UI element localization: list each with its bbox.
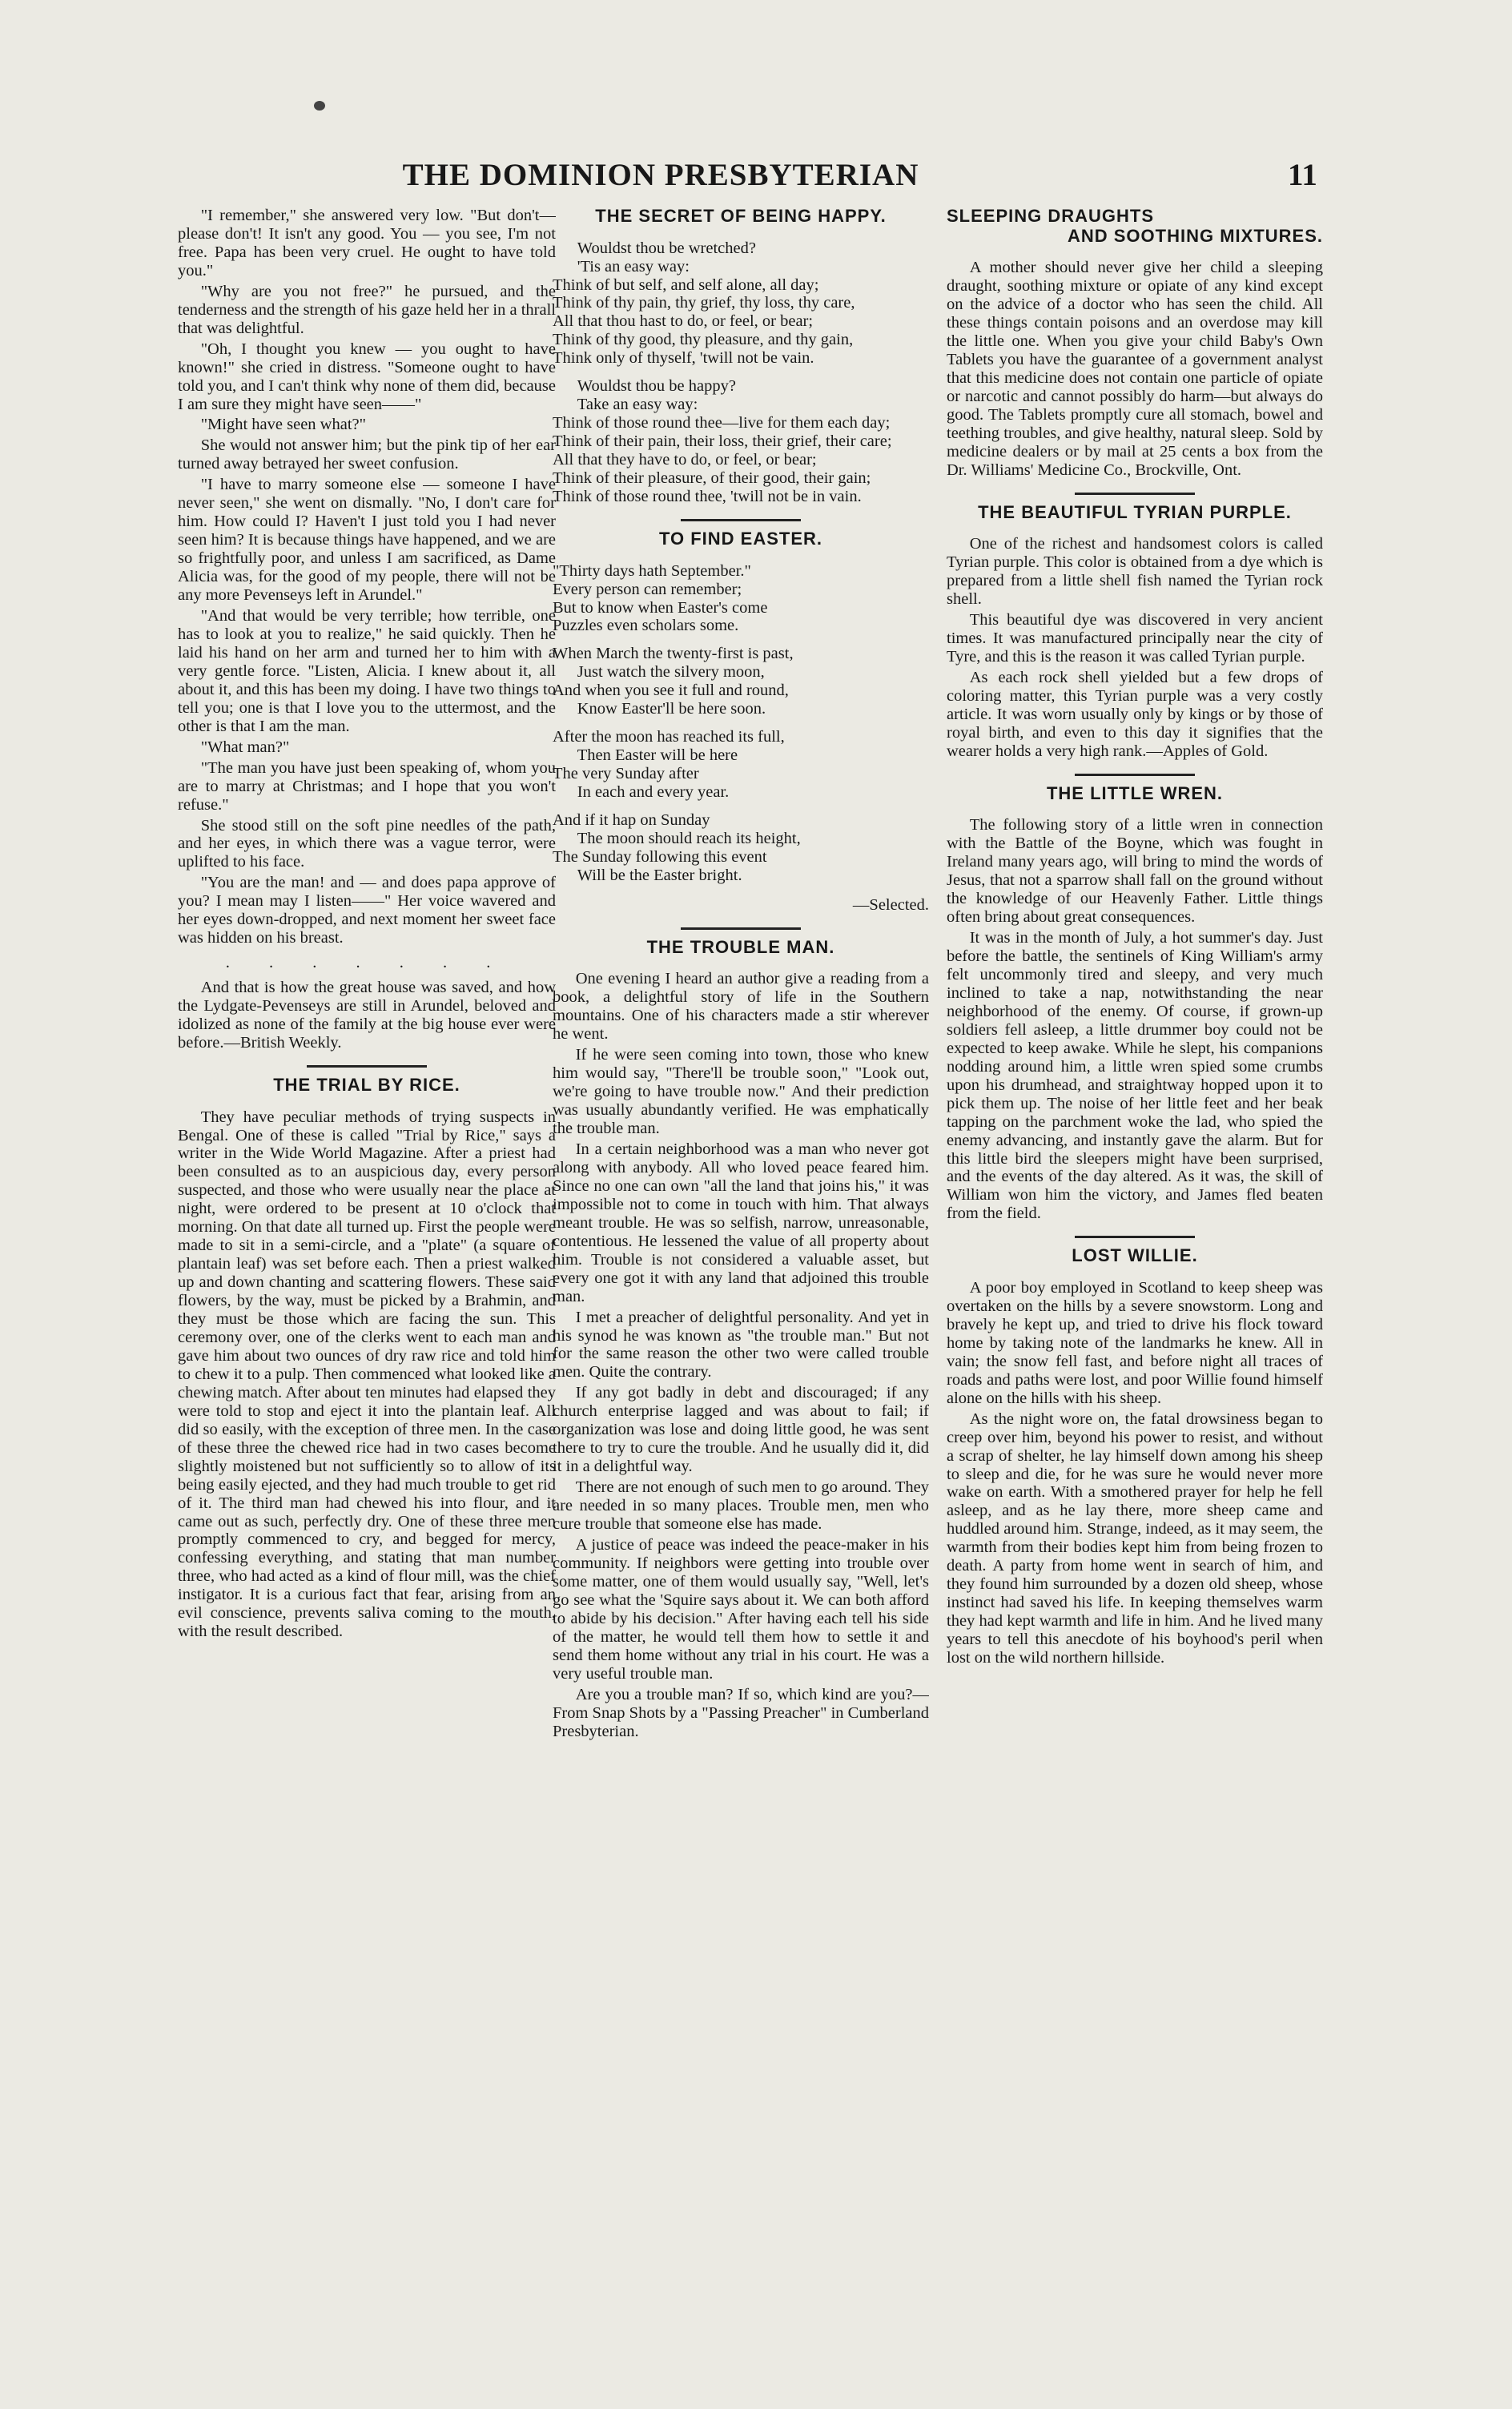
story-paragraph: "I have to marry someone else — someone I have never seen," she went on dismally. "No, I don't care for him. How could I? Haven't I just told you I had never seen him? It is because things have happened, and we are so frightfully poor, and unless I am sacrificed, as Dame Alicia was, for the good of my people, there will not be any more Pevenseys left in Arundel." — [178, 476, 556, 605]
poem-line — [553, 368, 929, 377]
story-paragraph: "The man you have just been speaking of, whom you are to marry at Christmas; and I hope that you won't refuse." — [178, 758, 556, 814]
poem-line: And when you see it full and round, — [553, 682, 789, 700]
article-paragraph: As each rock shell yielded but a few drops of coloring matter, this Tyrian purple was a very costly article. It was worn usually only by kings or by those of royal birth, and even to this day it signifies that the wearer holds a very high rank.—Apples of Gold. — [947, 668, 1323, 760]
article-paragraph: The following story of a little wren in connection with the Battle of the Boyne, which was fought in Ireland many years ago, will bring to mind the words of Jesus, that not a sparrow shall fall on the ground without the knowledge of our Heavenly Father. Little things often bring about great consequences. — [947, 816, 1323, 927]
poem-line: 'Tis an easy way: — [577, 257, 690, 275]
poem-line: All that thou hast to do, or feel, or bear; — [553, 312, 814, 331]
poem-line — [553, 802, 929, 811]
article-paragraph: One of the richest and handsomest colors is called Tyrian purple. This color is obtained from a dye which is prepared from a little shell fish named the Tyrian rock shell. — [947, 535, 1323, 609]
poem-line: Will be the Easter bright. — [577, 866, 742, 884]
article-paragraph: I met a preacher of delightful personality. And yet in his synod he was known as "the trouble man." But not for the same reason the other two were called trouble men. Quite the contrary. — [553, 1308, 929, 1381]
poem-line: Puzzles even scholars some. — [553, 617, 739, 635]
story-paragraph: She would not answer him; but the pink tip of her ear turned away betrayed her sweet confusion. — [178, 436, 556, 473]
divider-rule — [681, 519, 801, 521]
poem-line: Take an easy way: — [577, 396, 698, 414]
article-title-trouble-man: THE TROUBLE MAN. — [646, 936, 835, 957]
poem-line: And if it hap on Sunday — [553, 811, 710, 830]
poem-line — [553, 635, 929, 645]
article-paragraph: A justice of peace was indeed the peace-maker in his community. If neighbors were getting into trouble over some matter, one of them would usually say, "Well, let's go see what the 'Squire says about it. We can both afford to abide by his decision." After having each tell his side of the matter, he would tell them how to settle it and send them home without any trial in his court. He was a very useful trouble man. — [553, 1536, 929, 1683]
poem-line: Think only of thyself, 'twill not be vain. — [553, 349, 814, 368]
section-break-dots: . . . . . . . — [225, 954, 509, 972]
article-title-soothing-mixtures: AND SOOTHING MIXTURES. — [1067, 225, 1323, 246]
poem-line: Think of those round thee, 'twill not be in vain. — [553, 488, 862, 506]
story-paragraph: "And that would be very terrible; how terrible, one has to look at you to realize," he said quickly. Then he laid his hand on her arm and turned her to him with a very gentle force. "Listen, Alicia. I knew about it, all about it, and this has been my doing. I have two things to tell you; one is that I love you to the uttermost, and the other is that I am the man. — [178, 607, 556, 735]
poem-line: Know Easter'll be here soon. — [577, 700, 766, 718]
poem-line: But to know when Easter's come — [553, 598, 768, 617]
poem-line: Think of those round thee—live for them each day; — [553, 414, 891, 432]
poem-line: The Sunday following this event — [553, 847, 767, 866]
poem-to-find-easter — [553, 562, 929, 885]
poem-line: When March the twenty-first is past, — [553, 645, 794, 663]
story-ending: And that is how the great house was saved, and how the Lydgate-Pevenseys are still in Arundel, beloved and idolized as none of the family at the big house ever were before.—British Weekly. — [178, 979, 556, 1052]
article-title-to-find-easter: TO FIND EASTER. — [658, 528, 823, 549]
column-right — [947, 207, 1323, 2257]
page-number: 11 — [1288, 158, 1317, 192]
poem-line: The very Sunday after — [553, 765, 699, 783]
masthead-title: THE DOMINION PRESBYTERIAN — [402, 158, 919, 192]
article-paragraph: In a certain neighborhood was a man who never got along with anybody. All who loved peace feared him. Since no one can own "all the land that joins his," it was impossible not to come in touch with him. That always meant trouble. He was so selfish, narrow, unreasonable, contentious. He lessened the value of all property about him. Trouble is not considered a valuable asset, but every one got it with any land that adjoined this trouble man. — [553, 1140, 929, 1305]
story-paragraph: "You are the man! and — and does papa approve of you? I mean may I listen——" Her voice wavered and her eyes down-dropped, and next moment her sweet face was hidden on his breast. — [178, 874, 556, 947]
article-paragraph: As the night wore on, the fatal drowsiness began to creep over him, beyond his power to resist, and without a scrap of shelter, he lay himself down among his sheep to sleep and die, for he was sure he would never more wake on earth. With a smothered prayer for help he fell asleep, and as he lay there, more sheep came and huddled around him. Strange, indeed, as it may seem, the warmth from their bodies kept him from being frozen to death. A party from home went in search of him, and they found him surrounded by a dozen old sheep, whose instinct had saved his life. In keeping themselves warm they had kept warmth and life in him. And he lived many years to tell this anecdote of his boyhood's peril when lost on the wild northern hillside. — [947, 1410, 1323, 1667]
column-middle — [553, 207, 929, 2257]
poem-line: Wouldst thou be wretched? — [577, 239, 756, 257]
article-paragraph: One evening I heard an author give a reading from a book, a delightful story of life in the Southern mountains. One of his characters made a stir wherever he went. — [553, 970, 929, 1044]
poem-line — [553, 718, 929, 728]
article-body-trouble-man — [553, 970, 929, 1740]
article-body-little-wren — [947, 816, 1323, 1223]
article-title-lost-willie: LOST WILLIE. — [1072, 1245, 1198, 1266]
poem-secret-of-being-happy — [553, 239, 929, 506]
article-body-lost-willie — [947, 1279, 1323, 1667]
story-paragraph: She stood still on the soft pine needles of the path, and her eyes, in which there was a vague terror, were uplifted to his face. — [178, 816, 556, 871]
poem-line: The moon should reach its height, — [577, 829, 801, 847]
poem-line: Every person can remember; — [553, 580, 742, 598]
article-title-sleeping-draughts: SLEEPING DRAUGHTS — [947, 207, 1155, 226]
article-paragraph: If any got badly in debt and discouraged; if any church enterprise lagged and was about to fail; if organization was lose and doing little good, he was sent there to try to cure the trouble. And he usually did it, did it in a delightful way. — [553, 1384, 929, 1476]
story-paragraph: "Oh, I thought you knew — you ought to have known!" she cried in distress. "Someone ought to have told you, and I can't think why none of them did, because I am sure they might have seen——" — [178, 340, 556, 413]
story-continued — [178, 207, 556, 947]
story-paragraph: "Might have seen what?" — [200, 416, 366, 434]
divider-rule — [1075, 493, 1195, 495]
article-paragraph: It was in the month of July, a hot summer's day. Just before the battle, the sentinels of King William's army felt uncommonly tired and sleepy, and very much inclined to take a nap, notwithstanding the near neighborhood of the enemy. Of course, if grown-up soldiers fell asleep, a little drummer boy could not be expected to keep awake. While he slept, his companions nodding around him, a little wren spied some crumbs upon his drumhead, and straightway hopped upon it to pick them up. The noise of her little feet and her beak tapping on the parchment woke the lad, who spied the enemy advancing, and instantly gave the alarm. But for this little bird the sleepers might have been surprised, and the events of the day altered. As it was, the skill of William won him the victory, and James fled beaten from the field. — [947, 929, 1323, 1223]
poem-line: In each and every year. — [577, 783, 730, 802]
poem-line: Think of their pain, their loss, their grief, their care; — [553, 432, 892, 451]
poem-line: "Thirty days hath September." — [553, 561, 751, 580]
poem-line: Think of but self, and self alone, all day; — [553, 275, 819, 294]
poem-line: Wouldst thou be happy? — [577, 377, 736, 396]
column-left — [178, 207, 556, 2257]
article-body-trial-by-rice: They have peculiar methods of trying suspects in Bengal. One of these is called "Trial by Rice," says a writer in the Wide World Magazine. After a priest had been consulted as to an auspicious day, every person suspected, and those who were usually near the place at night, were ordered to be present at 10 o'clock that morning. On that date all turned up. First the people were made to sit in a semi-circle, and a "plate" (a square of plantain leaf) was set before each. Then a priest walked up and down chanting and scattering flowers. These said flowers, by the way, must be picked by a Brahmin, and they must be those which are facing the sun. This ceremony over, one of the clerks went to each man and gave him about two ounces of dry raw rice and told him to chew it to a pulp. Then commenced what looked like a chewing match. After about ten minutes had elapsed they were told to stop and eject it into the plantain leaf. All did so easily, with the exception of three men. In the case of these three the chewed rice had in two cases become slightly moistened but not sufficiently so to allow of its being easily ejected, and they had much trouble to get rid of it. The third man had chewed his into flour, and it came out as such, perfectly dry. One of these three men promptly commenced to cry, and begged for mercy, confessing everything, and stating that man number three, who had acted as a kind of flour mill, was the chief instigator. It is a curious fact that fear, arising from an evil conscience, prevents saliva coming to the mouth, with the result described. — [178, 1108, 556, 1641]
poem-line: Think of thy pain, thy grief, thy loss, thy care, — [553, 294, 855, 312]
ink-spot — [314, 101, 325, 111]
article-body-sleeping-draughts: A mother should never give her child a sleeping draught, soothing mixture or opiate of any kind except on the advice of a doctor who has seen the child. All these things contain poisons and an overdose may kill the little one. When you give your child Baby's Own Tablets you have the guarantee of a government analyst that this medicine does not contain one particle of opiate or narcotic and cannot possibly do harm—but always do good. The Tablets promptly cure all stomach, bowel and teething troubles, and give healthy, natural sleep. Sold by medicine dealers or by mail at 25 cents a box from the Dr. Williams' Medicine Co., Brockville, Ont. — [947, 259, 1323, 479]
article-title-tyrian-purple: THE BEAUTIFUL TYRIAN PURPLE. — [978, 501, 1292, 522]
article-title-secret-of-being-happy: THE SECRET OF BEING HAPPY. — [595, 207, 887, 226]
poem-line: Think of their pleasure, of their good, their gain; — [553, 469, 871, 488]
article-paragraph: This beautiful dye was discovered in very ancient times. It was manufactured principally near the city of Tyre, and this is the reason it was called Tyrian purple. — [947, 611, 1323, 666]
divider-rule — [1075, 1236, 1195, 1238]
story-paragraph: "What man?" — [200, 738, 290, 756]
poem-line: Think of thy good, thy pleasure, and thy gain, — [553, 331, 854, 349]
divider-rule — [1075, 774, 1195, 776]
article-paragraph: A poor boy employed in Scotland to keep sheep was overtaken on the hills by a severe snowstorm. Long and bravely he kept up, and tried to drive his flock toward home by taking note of the landmarks he knew. All in vain; the snow fell fast, and before night all traces of roads and paths were lost, and poor Willie found himself alone on the hills with his sheep. — [947, 1278, 1323, 1407]
poem-line: After the moon has reached its full, — [553, 728, 785, 746]
story-paragraph: "I remember," she answered very low. "But don't—please don't! It isn't any good. You — you see, I'm not free. Papa has been very cruel. He ought to have told you." — [178, 207, 556, 280]
article-paragraph: There are not enough of such men to go around. They are needed in so many places. Trouble men, men who cure trouble that someone else has made. — [553, 1478, 929, 1534]
article-title-trial-by-rice: THE TRIAL BY RICE. — [273, 1074, 460, 1095]
poem-attribution: —Selected. — [852, 895, 929, 914]
poem-line: Then Easter will be here — [577, 746, 738, 765]
story-paragraph: "Why are you not free?" he pursued, and the tenderness and the strength of his gaze held her in a thrall that was delightful. — [178, 282, 556, 337]
article-paragraph: Are you a trouble man? If so, which kind are you?—From Snap Shots by a "Passing Preacher" in Cumberland Presbyterian. — [553, 1685, 929, 1740]
poem-line: Just watch the silvery moon, — [577, 663, 765, 682]
divider-rule — [307, 1065, 427, 1068]
divider-rule — [681, 927, 801, 930]
article-body-tyrian-purple — [947, 535, 1323, 760]
poem-line: All that they have to do, or feel, or bear; — [553, 451, 817, 469]
article-paragraph: If he were seen coming into town, those who knew him would say, "There'll be trouble soon," "Look out, we're going to have trouble now." And their prediction was usually abundantly verified. He was emphatically the trouble man. — [553, 1046, 929, 1138]
article-title-little-wren: THE LITTLE WREN. — [1046, 782, 1224, 803]
